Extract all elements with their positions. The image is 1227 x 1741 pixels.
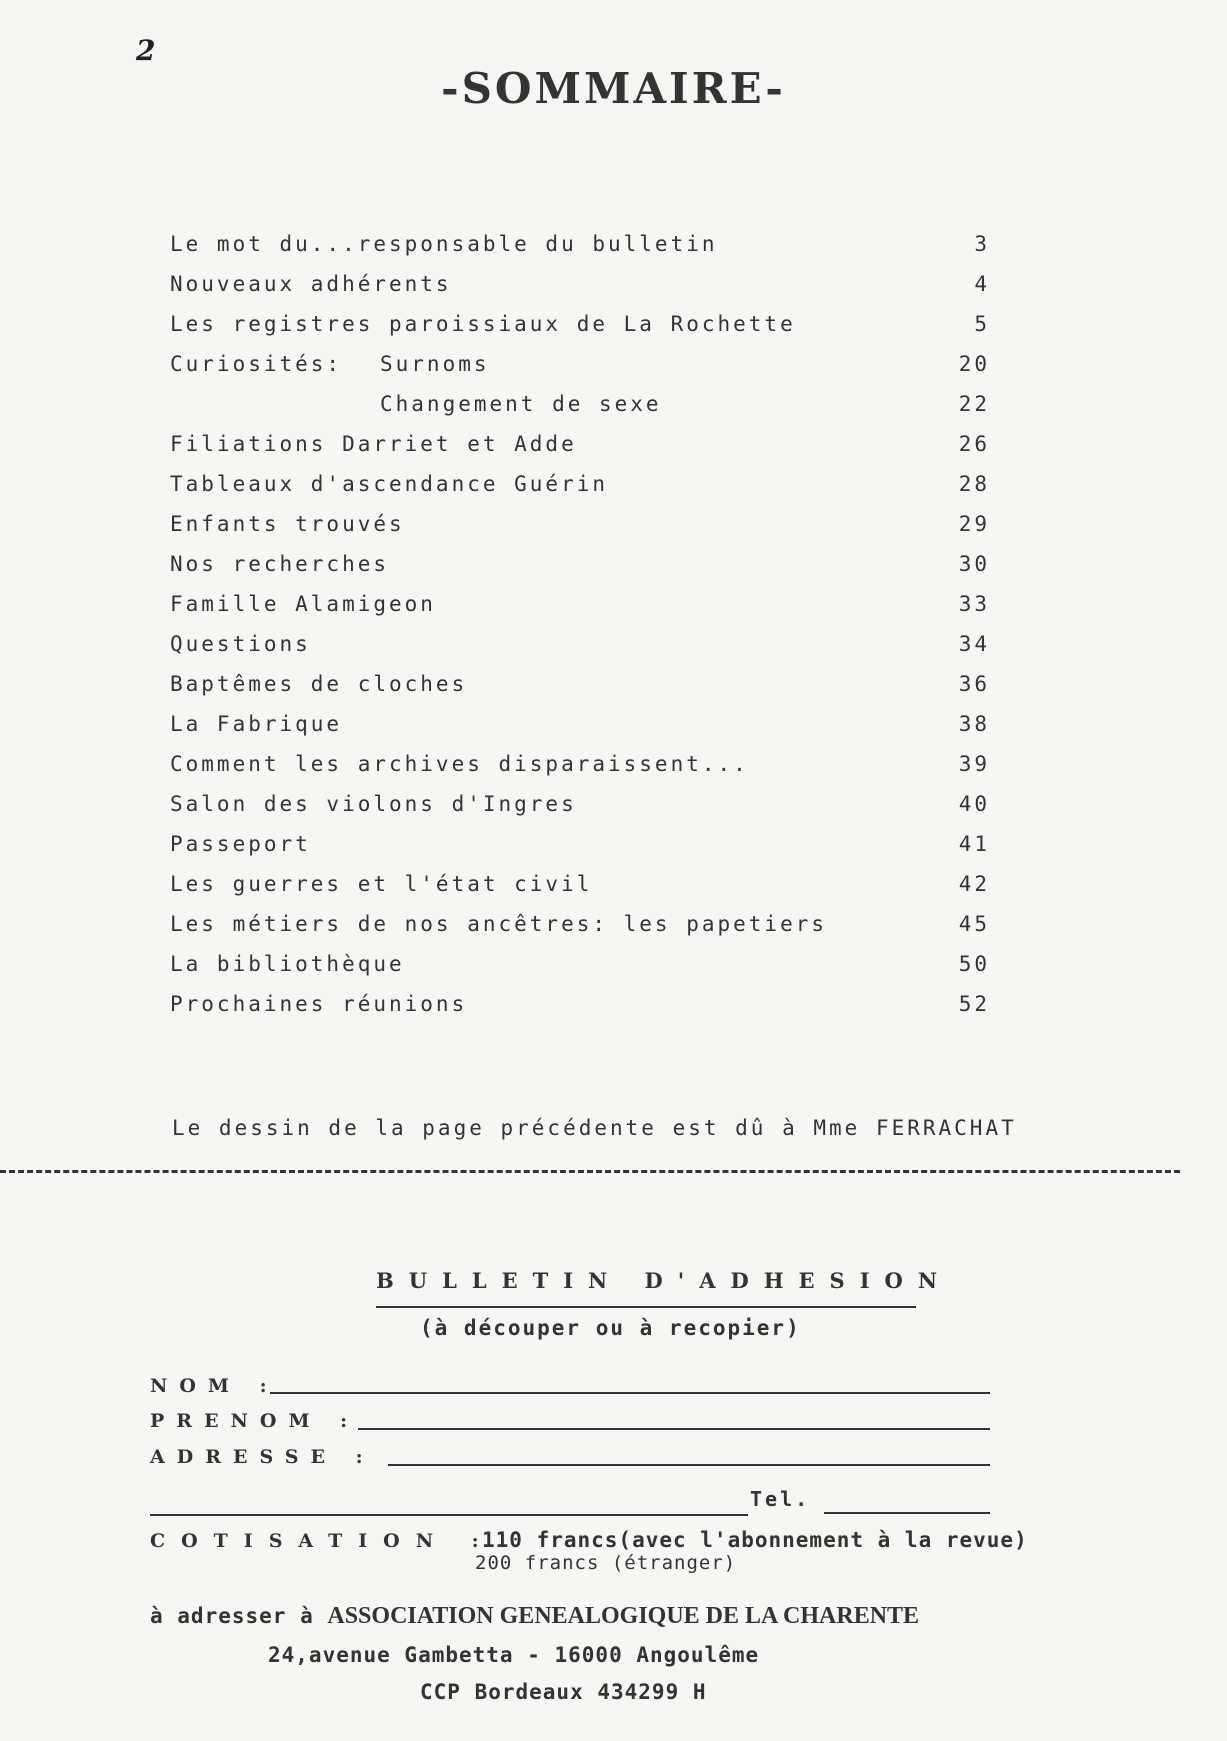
ccp-account: CCP Bordeaux 434299 H bbox=[420, 1680, 707, 1704]
toc-entry-label: Baptêmes de cloches bbox=[170, 672, 468, 696]
toc-row bbox=[170, 992, 990, 1032]
tel-label: Tel. bbox=[750, 1487, 811, 1511]
address-prefix: à adresser à bbox=[150, 1604, 314, 1628]
toc-entry-label: Les guerres et l'état civil bbox=[170, 872, 593, 896]
street-address: 24,avenue Gambetta - 16000 Angoulême bbox=[268, 1643, 760, 1667]
toc-entry-page: 5 bbox=[974, 312, 990, 336]
toc-entry-page: 52 bbox=[958, 992, 990, 1016]
toc-entry-label: Les registres paroissiaux de La Rochette bbox=[170, 312, 796, 336]
membership-form-title: BULLETIN D'ADHESION bbox=[376, 1268, 953, 1293]
tel-field-line[interactable] bbox=[824, 1512, 990, 1514]
toc-entry-label: Les métiers de nos ancêtres: les papetiers bbox=[170, 912, 828, 936]
toc-row bbox=[170, 432, 990, 472]
toc-row bbox=[170, 752, 990, 792]
prenom-field-line[interactable] bbox=[358, 1428, 990, 1430]
toc-entry-page: 41 bbox=[958, 832, 990, 856]
toc-row bbox=[170, 512, 990, 552]
toc-entry-page: 39 bbox=[958, 752, 990, 776]
toc-entry-page: 36 bbox=[958, 672, 990, 696]
toc-entry-label: Le mot du...responsable du bulletin bbox=[170, 232, 718, 256]
toc-entry-page: 26 bbox=[958, 432, 990, 456]
toc-entry-label: Famille Alamigeon bbox=[170, 592, 436, 616]
toc-entry-page: 38 bbox=[958, 712, 990, 736]
toc-entry-page: 20 bbox=[958, 352, 990, 376]
toc-row bbox=[170, 592, 990, 632]
toc-row bbox=[170, 472, 990, 512]
toc-entry-label: Filiations Darriet et Adde bbox=[170, 432, 577, 456]
adresse-continuation-line[interactable] bbox=[150, 1514, 748, 1516]
toc-entry-page: 3 bbox=[974, 232, 990, 256]
toc-row bbox=[170, 872, 990, 912]
table-of-contents bbox=[170, 232, 990, 1032]
toc-entry-page: 42 bbox=[958, 872, 990, 896]
prenom-label: PRENOM : bbox=[150, 1410, 360, 1432]
cotisation-amount: 110 francs(avec l'abonnement à la revue) bbox=[482, 1528, 1028, 1552]
toc-entry-page: 4 bbox=[974, 272, 990, 296]
toc-entry-page: 45 bbox=[958, 912, 990, 936]
toc-entry-label: Salon des violons d'Ingres bbox=[170, 792, 577, 816]
membership-form-subtitle: (à découper ou à recopier) bbox=[420, 1316, 801, 1340]
toc-row bbox=[170, 632, 990, 672]
nom-label: NOM : bbox=[150, 1375, 279, 1397]
toc-entry-label: Tableaux d'ascendance Guérin bbox=[170, 472, 609, 496]
toc-entry-sublabel: Changement de sexe bbox=[380, 392, 662, 416]
toc-entry-label: La bibliothèque bbox=[170, 952, 405, 976]
toc-row bbox=[170, 352, 990, 392]
cotisation-label: COTISATION : bbox=[150, 1530, 495, 1552]
form-title-underline bbox=[376, 1306, 916, 1308]
toc-row bbox=[170, 912, 990, 952]
toc-row bbox=[170, 272, 990, 312]
toc-row bbox=[170, 312, 990, 352]
toc-entry-page: 33 bbox=[958, 592, 990, 616]
cotisation-foreign-amount: 200 francs (étranger) bbox=[475, 1552, 737, 1574]
organization-name: ASSOCIATION GENEALOGIQUE DE LA CHARENTE bbox=[327, 1603, 920, 1629]
nom-field-line[interactable] bbox=[270, 1392, 990, 1394]
toc-row bbox=[170, 792, 990, 832]
mailing-address-line bbox=[150, 1603, 919, 1630]
toc-entry-sublabel: Surnoms bbox=[380, 352, 490, 376]
adresse-label: ADRESSE : bbox=[150, 1446, 375, 1468]
cut-line-divider bbox=[0, 1170, 1180, 1173]
toc-entry-label: Enfants trouvés bbox=[170, 512, 405, 536]
page-title: -SOMMAIRE- bbox=[441, 64, 786, 113]
toc-entry-page: 22 bbox=[958, 392, 990, 416]
toc-entry-label: Prochaines réunions bbox=[170, 992, 468, 1016]
toc-entry-label: Curiosités: bbox=[170, 352, 343, 376]
toc-entry-page: 50 bbox=[958, 952, 990, 976]
toc-row bbox=[170, 672, 990, 712]
page-number: 2 bbox=[136, 34, 156, 67]
toc-entry-label: La Fabrique bbox=[170, 712, 343, 736]
toc-row bbox=[170, 552, 990, 592]
toc-entry-page: 34 bbox=[958, 632, 990, 656]
toc-row bbox=[170, 712, 990, 752]
toc-entry-page: 28 bbox=[958, 472, 990, 496]
toc-row bbox=[170, 232, 990, 272]
toc-row bbox=[170, 832, 990, 872]
toc-entry-page: 40 bbox=[958, 792, 990, 816]
toc-entry-page: 30 bbox=[958, 552, 990, 576]
illustration-credit: Le dessin de la page précédente est dû à Mme FERRACHAT bbox=[172, 1116, 1017, 1140]
toc-entry-label: Questions bbox=[170, 632, 311, 656]
toc-entry-label: Nos recherches bbox=[170, 552, 390, 576]
toc-row bbox=[170, 952, 990, 992]
adresse-field-line[interactable] bbox=[388, 1464, 990, 1466]
toc-entry-label: Comment les archives disparaissent... bbox=[170, 752, 749, 776]
toc-entry-label: Passeport bbox=[170, 832, 311, 856]
toc-row bbox=[170, 392, 990, 432]
toc-entry-label: Nouveaux adhérents bbox=[170, 272, 452, 296]
toc-entry-page: 29 bbox=[958, 512, 990, 536]
